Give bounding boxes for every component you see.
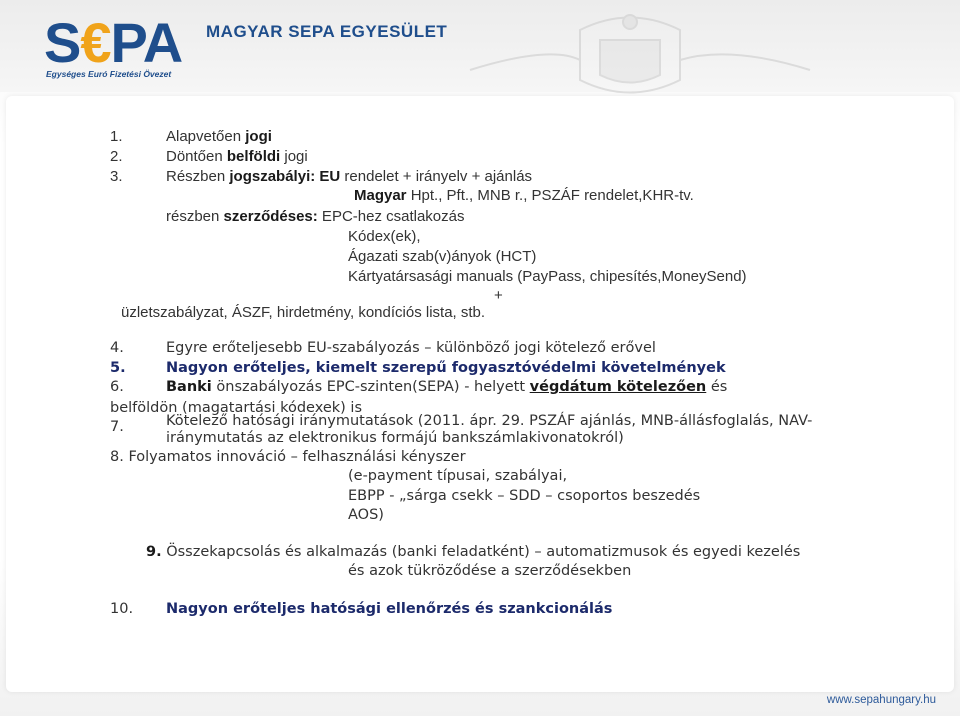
item-9-text: Összekapcsolás és alkalmazás (banki feladatként) – automatizmusok és egyedi kezelés — [161, 544, 801, 560]
item-1-text-b: jogi — [245, 128, 272, 145]
item-6-number: 6. — [110, 379, 124, 395]
item-6-banki: Banki — [166, 379, 212, 395]
item-2-number: 2. — [110, 148, 123, 165]
item-6-deadline: végdátum kötelezően — [529, 379, 707, 395]
plus-line: + — [494, 287, 503, 304]
item-9-continuation: és azok tükröződése a szerződésekben — [348, 563, 632, 579]
item-1-number: 1. — [110, 128, 123, 145]
item-9-number: 9. — [146, 544, 162, 560]
item-3-number: 3. — [110, 168, 123, 185]
item-3-line-contract — [166, 208, 465, 226]
item-6-text — [166, 378, 727, 396]
contract-c: EPC-hez csatlakozás — [317, 208, 465, 225]
item-6-continuation: belföldön (magatartási kódexek) is — [110, 400, 363, 416]
item-5-number: 5. — [110, 360, 126, 376]
item-6-middle: önszabályozás EPC-szinten(SEPA) - helyett — [211, 379, 530, 395]
item-3-line-magyar — [354, 187, 694, 205]
logo-letter-s: S — [44, 11, 81, 74]
item-3-text-b: jogszabályi: — [229, 168, 316, 185]
item-3-text — [166, 168, 532, 186]
logo-letters-pa: PA — [110, 11, 183, 74]
item-3-text-a: Részben — [166, 168, 230, 185]
item-8-line-epayment: (e-payment típusai, szabályai, — [348, 468, 568, 484]
business-rules-line: üzletszabályzat, ÁSZF, hirdetmény, kondíciós lista, stb. — [121, 304, 486, 321]
euro-sign: € — [80, 11, 111, 74]
footer-url[interactable]: www.sepahungary.hu — [826, 694, 936, 706]
item-2-text — [166, 148, 308, 166]
item-8-line-ebpp: EBPP - „sárga csekk – SDD – csoportos beszedés — [348, 488, 701, 504]
item-1-text-a: Alapvetően — [166, 128, 246, 145]
contract-a: részben — [166, 208, 224, 225]
item-10-text: Nagyon erőteljes hatósági ellenőrzés és szankcionálás — [166, 601, 613, 617]
item-3-text-d: EU — [319, 168, 341, 185]
item-1-text — [166, 128, 272, 146]
logo-tagline: Egységes Euró Fizetési Övezet — [46, 69, 172, 79]
org-title: MAGYAR SEPA EGYESÜLET — [206, 22, 448, 41]
item-8-line-aos: AOS) — [348, 507, 384, 523]
sepa-logo — [44, 11, 194, 80]
item-1 — [110, 128, 123, 146]
contract-b: szerződéses: — [223, 208, 318, 225]
item-2-text-c: jogi — [280, 148, 308, 165]
item-9 — [146, 543, 800, 561]
item-7-continuation: iránymutatás az elektronikus formájú bankszámlakivonatokról) — [166, 430, 624, 446]
item-6-end: és — [706, 379, 728, 395]
item-8-text: 8. Folyamatos innováció – felhasználási kényszer — [110, 449, 466, 465]
magyar-label: Magyar — [354, 187, 407, 204]
code-line: Kódex(ek), — [348, 228, 421, 245]
sector-standards-line: Ágazati szab(v)ányok (HCT) — [348, 248, 537, 265]
crest-watermark — [430, 10, 830, 105]
item-3-text-e: rendelet + irányelv + ajánlás — [340, 168, 533, 185]
item-7-number: 7. — [110, 419, 124, 435]
magyar-rules: Hpt., Pft., MNB r., PSZÁF rendelet,KHR-tv. — [406, 187, 694, 204]
item-2-text-a: Döntően — [166, 148, 227, 165]
item-5-text: Nagyon erőteljes, kiemelt szerepű fogyasztóvédelmi követelmények — [166, 360, 726, 376]
item-4-number: 4. — [110, 340, 124, 356]
card-manuals-line: Kártyatársasági manuals (PayPass, chipesítés,MoneySend) — [348, 268, 747, 285]
item-10-number: 10. — [110, 601, 134, 617]
item-7-text: Kötelező hatósági iránymutatások (2011. ápr. 29. PSZÁF ajánlás, MNB-állásfoglalás, NAV- — [166, 413, 813, 429]
item-4-text: Egyre erőteljesebb EU-szabályozás – különböző jogi kötelező erővel — [166, 340, 656, 356]
item-2-text-b: belföldi — [226, 148, 281, 165]
